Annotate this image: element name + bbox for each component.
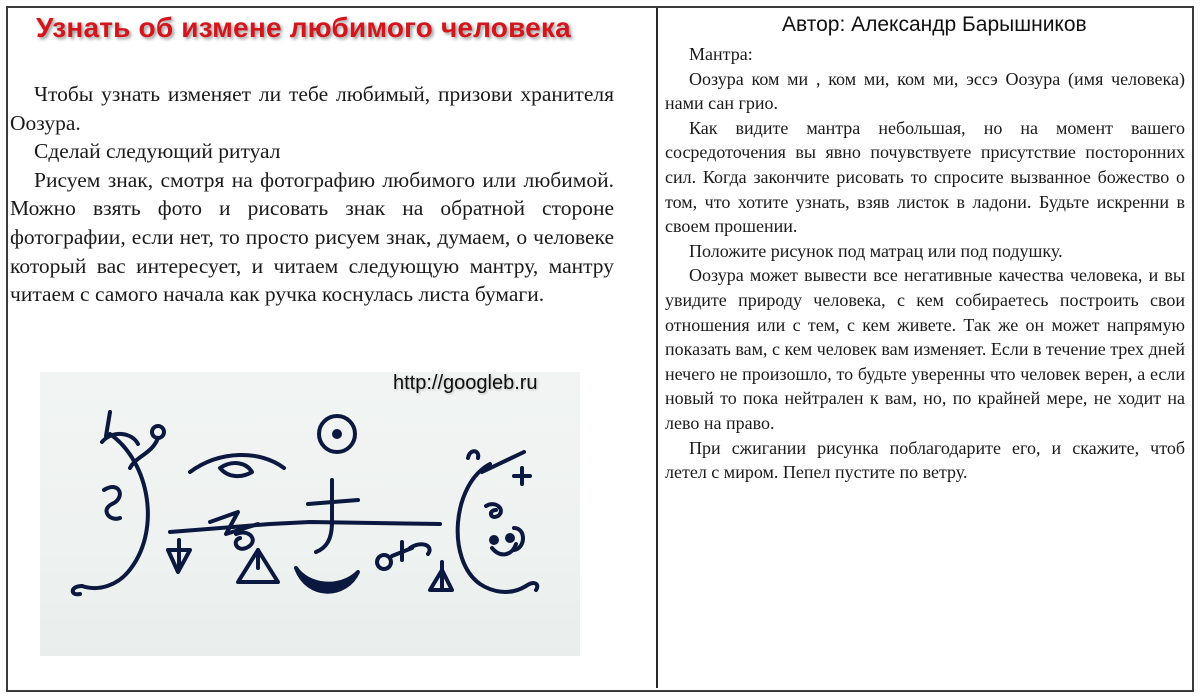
cross-stem-icon bbox=[316, 480, 332, 552]
left-paragraph-2: Сделай следующий ритуал bbox=[34, 139, 281, 164]
left-squiggle-icon bbox=[130, 438, 158, 468]
top-dot-icon bbox=[334, 431, 340, 437]
watermark-url: http://googleb.ru bbox=[393, 372, 538, 394]
right-cross-icon bbox=[392, 542, 412, 560]
mantra-text: Оозура ком ми , ком ми, ком ми, эссэ Оозура (имя человека) нами сан грио. bbox=[665, 68, 1185, 114]
sigil-drawing bbox=[40, 372, 580, 656]
spiral-icon bbox=[236, 533, 253, 549]
face-eye-left-icon bbox=[491, 537, 497, 543]
article-title: Узнать об измене любимого человека bbox=[36, 12, 571, 43]
eye-icon bbox=[220, 463, 252, 476]
column-divider bbox=[656, 8, 658, 688]
face-eye-right-icon bbox=[507, 535, 513, 541]
right-paragraph-6: При сжигании рисунка поблагодарите его, и скажите, чтоб летел с миром. Пепел пустите по ветру. bbox=[665, 437, 1185, 483]
right-column-text bbox=[665, 42, 1185, 485]
zigzag-icon bbox=[210, 512, 258, 534]
left-column-text bbox=[10, 80, 614, 309]
right-swoosh-icon bbox=[482, 452, 524, 472]
right-tail-icon bbox=[526, 583, 537, 590]
left-inner-mark-icon bbox=[104, 487, 120, 519]
sigil-svg bbox=[40, 372, 580, 656]
left-tail-icon bbox=[73, 586, 82, 594]
right-paragraph-5: Оозура может вывести все негативные качества человека, и вы увидите природу человека, с кем собираетесь построить свои отношения или с тем, с кем живете. Так же он может напрямую показать вам, с кем человек вам изменяет. Если в течение трех дней нечего не произошло, то будьте уверенны что человек верен, а если новый то пока нейтрален к вам, но, по крайней мере, не ходит на лево на право. bbox=[665, 265, 1185, 433]
face-spiral-icon bbox=[486, 504, 501, 517]
right-small-circle-icon bbox=[377, 555, 391, 569]
right-cross-small-icon bbox=[514, 468, 530, 484]
left-paragraph-1: Чтобы узнать изменяет ли тебе любимый, призови хранителя Оозура. bbox=[10, 82, 614, 135]
bottom-crescent-icon bbox=[296, 568, 358, 592]
author-credit: Автор: Александр Барышников bbox=[782, 13, 1087, 36]
right-paragraph-3: Как видите мантра небольшая, но на момент вашего сосредоточения вы явно почувствуете присутствие посторонних сил. Когда закончите рисовать то спросите вызванное божество о том, что хотите узнать, взяв листок в ладони. Будьте искренни в своем прошении. bbox=[665, 117, 1185, 237]
right-hook-icon bbox=[468, 451, 478, 458]
left-paragraph-3: Рисуем знак, смотря на фотографию любимого или любимой. Можно взять фото и рисовать знак на обратной стороне фотографии, если нет, то просто рисуем знак, думаем, о человеке который вас интересует, и читаем следующую мантру, мантру читаем с самого начала как ручка коснулась листа бумаги. bbox=[10, 167, 614, 307]
right-paragraph-4: Положите рисунок под матрац или под подушку. bbox=[689, 240, 1063, 261]
mantra-heading: Мантра: bbox=[689, 44, 753, 64]
